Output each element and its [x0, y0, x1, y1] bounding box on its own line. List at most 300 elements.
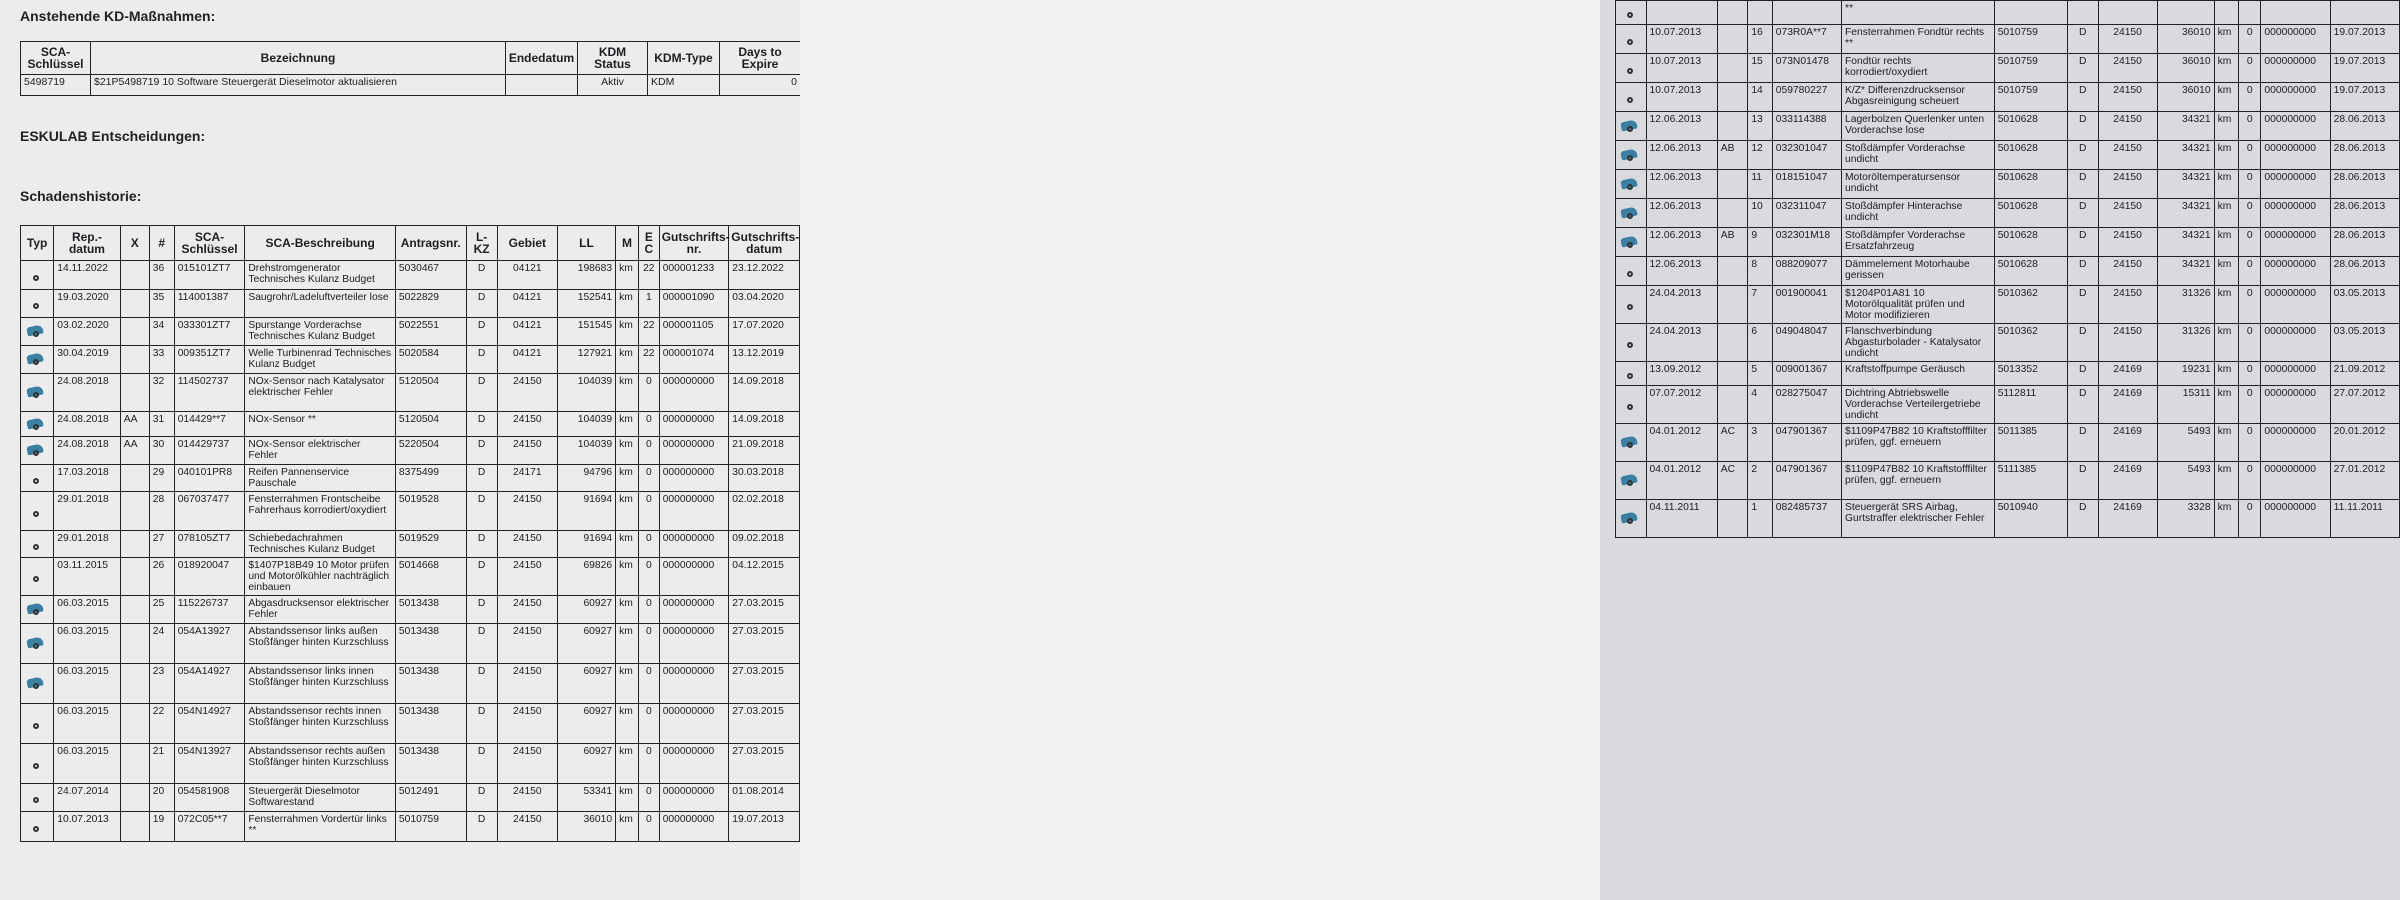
row-number: 6	[1748, 324, 1772, 362]
car-repair-icon	[26, 676, 48, 692]
gutschrift-datum: 19.07.2013	[2330, 83, 2399, 112]
lkz: D	[2068, 500, 2099, 538]
ll-value: 60927	[557, 704, 615, 744]
gebiet: 24150	[2098, 141, 2157, 170]
ec-value: 1	[638, 290, 659, 318]
gutschrift-datum: 27.03.2015	[729, 596, 800, 624]
rep-datum: 12.06.2013	[1646, 199, 1717, 228]
typ-cell	[1616, 257, 1647, 286]
rep-datum: 12.06.2013	[1646, 228, 1717, 257]
gebiet: 24150	[497, 664, 557, 704]
x-mark	[120, 374, 149, 412]
ll-value: 36010	[2157, 54, 2214, 83]
service-dot-icon	[26, 569, 48, 585]
ll-unit: km	[616, 290, 639, 318]
rep-datum: 30.04.2019	[54, 346, 120, 374]
sca-key: 040101PR8	[174, 465, 245, 492]
typ-cell	[21, 704, 54, 744]
ll-unit: km	[2214, 141, 2238, 170]
service-dot-icon	[1620, 297, 1642, 313]
ll-unit: km	[2214, 199, 2238, 228]
gebiet: 24150	[497, 596, 557, 624]
kd-row	[21, 75, 801, 96]
ll-unit: km	[2214, 25, 2238, 54]
col-x: X	[120, 226, 149, 261]
row-number: 31	[149, 412, 174, 437]
sca-key: 054A14927	[174, 664, 245, 704]
x-mark	[120, 492, 149, 531]
ll-unit: km	[616, 812, 639, 842]
description: Motoröltemperatursensor undicht	[1841, 170, 1994, 199]
x-mark	[1717, 362, 1748, 386]
ec-value: 0	[638, 664, 659, 704]
ec-value	[2239, 1, 2261, 25]
description: Spurstange Vorderachse Technisches Kulanz Budget	[245, 318, 396, 346]
rep-datum: 12.06.2013	[1646, 257, 1717, 286]
table-row	[1616, 424, 2400, 462]
description: Abgasdrucksensor elektrischer Fehler	[245, 596, 396, 624]
kd-heading: Anstehende KD-Maßnahmen:	[20, 8, 216, 24]
typ-cell	[1616, 500, 1647, 538]
table-row	[1616, 54, 2400, 83]
gutschrift-nr: 000000000	[2261, 500, 2330, 538]
ec-value: 0	[2239, 54, 2261, 83]
service-dot-icon	[1620, 397, 1642, 413]
sca-key: 018920047	[174, 558, 245, 596]
ec-value: 0	[2239, 386, 2261, 424]
history-table-right	[1615, 0, 2400, 538]
lkz	[2068, 1, 2099, 25]
gutschrift-nr: 000000000	[659, 624, 729, 664]
ll-unit: km	[2214, 286, 2238, 324]
sca-key: 009351ZT7	[174, 346, 245, 374]
car-repair-icon	[26, 324, 48, 340]
sca-key: 018151047	[1772, 170, 1841, 199]
rep-datum: 06.03.2015	[54, 624, 120, 664]
ec-value: 0	[2239, 500, 2261, 538]
typ-cell	[21, 531, 54, 558]
gutschrift-nr: 000001090	[659, 290, 729, 318]
history-body-left	[21, 261, 800, 842]
x-mark	[120, 290, 149, 318]
ll-unit: km	[2214, 228, 2238, 257]
ll-unit: km	[2214, 112, 2238, 141]
antragsnr: 5010759	[1994, 83, 2067, 112]
ec-value: 0	[2239, 257, 2261, 286]
table-row	[1616, 141, 2400, 170]
table-row	[1616, 1, 2400, 25]
gutschrift-datum: 28.06.2013	[2330, 199, 2399, 228]
gebiet: 24150	[497, 624, 557, 664]
antragsnr	[1994, 1, 2067, 25]
gebiet: 24150	[2098, 112, 2157, 141]
antragsnr: 5112811	[1994, 386, 2067, 424]
gutschrift-nr: 000000000	[2261, 386, 2330, 424]
table-row	[1616, 462, 2400, 500]
row-number: 20	[149, 784, 174, 812]
col-ec: E C	[638, 226, 659, 261]
service-dot-icon	[1620, 264, 1642, 280]
row-number: 14	[1748, 83, 1772, 112]
sca-key: 014429**7	[174, 412, 245, 437]
x-mark	[1717, 54, 1748, 83]
antragsnr: 5022829	[395, 290, 466, 318]
ll-unit: km	[616, 261, 639, 290]
typ-cell	[21, 812, 54, 842]
car-repair-icon	[26, 602, 48, 618]
rep-datum: 10.07.2013	[1646, 83, 1717, 112]
car-repair-icon	[26, 385, 48, 401]
rep-datum: 06.03.2015	[54, 596, 120, 624]
x-mark	[1717, 199, 1748, 228]
kd-col-endedatum: Endedatum	[506, 42, 578, 75]
typ-cell	[21, 558, 54, 596]
sca-key: 067037477	[174, 492, 245, 531]
antragsnr: 5019528	[395, 492, 466, 531]
ll-value: 104039	[557, 374, 615, 412]
row-number: 34	[149, 318, 174, 346]
gebiet: 24171	[497, 465, 557, 492]
ll-value: 31326	[2157, 324, 2214, 362]
rep-datum: 07.07.2012	[1646, 386, 1717, 424]
gutschrift-datum: 09.02.2018	[729, 531, 800, 558]
description: **	[1841, 1, 1994, 25]
x-mark	[1717, 170, 1748, 199]
table-row	[21, 531, 800, 558]
gutschrift-nr: 000000000	[659, 558, 729, 596]
ec-value: 0	[638, 531, 659, 558]
rep-datum: 04.11.2011	[1646, 500, 1717, 538]
kd-col-days: Days to Expire	[720, 42, 801, 75]
gutschrift-nr: 000000000	[2261, 112, 2330, 141]
description: Fensterrahmen Frontscheibe Fahrerhaus korrodiert/oxydiert	[245, 492, 396, 531]
sca-key: 033301ZT7	[174, 318, 245, 346]
right-page	[800, 0, 2386, 900]
ll-unit: km	[616, 531, 639, 558]
gutschrift-nr: 000000000	[2261, 424, 2330, 462]
col-ll: LL	[557, 226, 615, 261]
rep-datum: 29.01.2018	[54, 531, 120, 558]
sca-key: 088209077	[1772, 257, 1841, 286]
kd-days: 0	[720, 75, 801, 96]
antragsnr: 5010759	[1994, 25, 2067, 54]
kd-header-row	[21, 42, 801, 75]
antragsnr: 5010628	[1994, 257, 2067, 286]
row-number: 27	[149, 531, 174, 558]
lkz: D	[466, 664, 497, 704]
rep-datum: 06.03.2015	[54, 664, 120, 704]
gebiet: 24150	[2098, 324, 2157, 362]
table-row	[21, 596, 800, 624]
typ-cell	[21, 744, 54, 784]
gutschrift-datum: 03.05.2013	[2330, 286, 2399, 324]
gutschrift-nr: 000001105	[659, 318, 729, 346]
antragsnr: 5013438	[395, 704, 466, 744]
description: K/Z* Differenzdrucksensor Abgasreinigung scheuert	[1841, 83, 1994, 112]
typ-cell	[21, 664, 54, 704]
ec-value: 0	[638, 374, 659, 412]
kd-col-sca: SCA-Schlüssel	[21, 42, 91, 75]
typ-cell	[21, 437, 54, 465]
row-number: 19	[149, 812, 174, 842]
gutschrift-datum: 03.05.2013	[2330, 324, 2399, 362]
rep-datum: 04.01.2012	[1646, 462, 1717, 500]
ll-value: 34321	[2157, 170, 2214, 199]
typ-cell	[1616, 170, 1647, 199]
ll-unit: km	[616, 784, 639, 812]
sca-key: 033114388	[1772, 112, 1841, 141]
history-header-row	[21, 226, 800, 261]
col-gutschrift-nr: Gutschrifts-nr.	[659, 226, 729, 261]
antragsnr: 5030467	[395, 261, 466, 290]
antragsnr: 5011385	[1994, 424, 2067, 462]
x-mark	[120, 704, 149, 744]
typ-cell	[21, 318, 54, 346]
gutschrift-datum: 28.06.2013	[2330, 141, 2399, 170]
x-mark: AA	[120, 412, 149, 437]
description: Kraftstoffpumpe Geräusch	[1841, 362, 1994, 386]
ll-unit: km	[2214, 500, 2238, 538]
x-mark	[1717, 286, 1748, 324]
sca-key: 073N01478	[1772, 54, 1841, 83]
description: Flanschverbindung Abgasturbolader - Katalysator undicht	[1841, 324, 1994, 362]
ll-value: 60927	[557, 664, 615, 704]
table-row	[21, 261, 800, 290]
gutschrift-datum: 19.07.2013	[729, 812, 800, 842]
row-number: 33	[149, 346, 174, 374]
rep-datum: 03.11.2015	[54, 558, 120, 596]
gutschrift-nr	[2261, 1, 2330, 25]
lkz: D	[466, 492, 497, 531]
typ-cell	[1616, 141, 1647, 170]
gutschrift-datum: 27.01.2012	[2330, 462, 2399, 500]
x-mark	[120, 261, 149, 290]
ll-value: 34321	[2157, 199, 2214, 228]
gutschrift-datum: 28.06.2013	[2330, 228, 2399, 257]
gutschrift-datum: 01.08.2014	[729, 784, 800, 812]
ec-value: 0	[638, 744, 659, 784]
description: $1407P18B49 10 Motor prüfen und Motorölkühler nachträglich einbauen	[245, 558, 396, 596]
antragsnr: 5014668	[395, 558, 466, 596]
rep-datum: 13.09.2012	[1646, 362, 1717, 386]
antragsnr: 5010940	[1994, 500, 2067, 538]
lkz: D	[2068, 141, 2099, 170]
x-mark	[1717, 500, 1748, 538]
lkz: D	[2068, 424, 2099, 462]
description: Dämmelement Motorhaube gerissen	[1841, 257, 1994, 286]
ll-unit: km	[2214, 362, 2238, 386]
gutschrift-datum: 14.09.2018	[729, 412, 800, 437]
lkz: D	[2068, 25, 2099, 54]
sca-key: 115226737	[174, 596, 245, 624]
description: Fensterrahmen Vordertür links **	[245, 812, 396, 842]
kd-col-status: KDM Status	[578, 42, 648, 75]
table-row	[21, 784, 800, 812]
typ-cell	[1616, 286, 1647, 324]
lkz: D	[466, 437, 497, 465]
gutschrift-nr: 000001233	[659, 261, 729, 290]
table-row	[21, 346, 800, 374]
gebiet: 24150	[497, 492, 557, 531]
sca-key: 054A13927	[174, 624, 245, 664]
antragsnr: 5010628	[1994, 170, 2067, 199]
col-antragsnr: Antragsnr.	[395, 226, 466, 261]
gebiet	[2098, 1, 2157, 25]
lkz: D	[466, 812, 497, 842]
ec-value: 0	[638, 812, 659, 842]
ll-value: 127921	[557, 346, 615, 374]
gutschrift-datum: 19.07.2013	[2330, 25, 2399, 54]
typ-cell	[1616, 424, 1647, 462]
ll-unit: km	[2214, 54, 2238, 83]
row-number	[1748, 1, 1772, 25]
service-dot-icon	[1620, 32, 1642, 48]
table-row	[1616, 257, 2400, 286]
lkz: D	[2068, 54, 2099, 83]
ll-unit: km	[616, 318, 639, 346]
gutschrift-nr: 000000000	[659, 492, 729, 531]
car-repair-icon	[26, 443, 48, 459]
sca-key: 049048047	[1772, 324, 1841, 362]
typ-cell	[1616, 25, 1647, 54]
x-mark	[120, 531, 149, 558]
gutschrift-datum: 30.03.2018	[729, 465, 800, 492]
rep-datum: 17.03.2018	[54, 465, 120, 492]
x-mark	[1717, 386, 1748, 424]
lkz: D	[2068, 257, 2099, 286]
gebiet: 24169	[2098, 424, 2157, 462]
col-beschreibung: SCA-Beschreibung	[245, 226, 396, 261]
ec-value: 0	[2239, 228, 2261, 257]
description: Stoßdämpfer Hinterachse undicht	[1841, 199, 1994, 228]
row-number: 24	[149, 624, 174, 664]
ec-value: 0	[638, 492, 659, 531]
row-number: 36	[149, 261, 174, 290]
row-number: 9	[1748, 228, 1772, 257]
antragsnr: 5010628	[1994, 228, 2067, 257]
row-number: 26	[149, 558, 174, 596]
gutschrift-nr: 000000000	[2261, 286, 2330, 324]
gutschrift-nr: 000000000	[2261, 54, 2330, 83]
col-m: M	[616, 226, 639, 261]
description: Drehstromgenerator Technisches Kulanz Budget	[245, 261, 396, 290]
gutschrift-nr: 000000000	[659, 596, 729, 624]
ll-value: 60927	[557, 624, 615, 664]
table-row	[1616, 362, 2400, 386]
ec-value: 0	[2239, 199, 2261, 228]
sca-key: 059780227	[1772, 83, 1841, 112]
col-sca: SCA-Schlüssel	[174, 226, 245, 261]
ec-value: 0	[2239, 424, 2261, 462]
gebiet: 24150	[2098, 25, 2157, 54]
car-repair-icon	[1620, 119, 1642, 135]
lkz: D	[2068, 199, 2099, 228]
gutschrift-nr: 000000000	[659, 664, 729, 704]
sca-key: 009001367	[1772, 362, 1841, 386]
rep-datum: 10.07.2013	[54, 812, 120, 842]
ll-value: 34321	[2157, 112, 2214, 141]
typ-cell	[1616, 1, 1647, 25]
gutschrift-nr: 000000000	[2261, 362, 2330, 386]
ll-unit: km	[616, 558, 639, 596]
gebiet: 24150	[2098, 54, 2157, 83]
ec-value: 0	[638, 465, 659, 492]
ll-unit: km	[616, 412, 639, 437]
sca-key: 114502737	[174, 374, 245, 412]
rep-datum: 06.03.2015	[54, 704, 120, 744]
row-number: 22	[149, 704, 174, 744]
description: NOx-Sensor **	[245, 412, 396, 437]
ll-value: 60927	[557, 596, 615, 624]
gebiet: 04121	[497, 346, 557, 374]
history-body-right	[1616, 1, 2400, 538]
rep-datum	[1646, 1, 1717, 25]
description: Steuergerät Dieselmotor Softwarestand	[245, 784, 396, 812]
antragsnr: 8375499	[395, 465, 466, 492]
antragsnr: 5010628	[1994, 141, 2067, 170]
table-row	[1616, 386, 2400, 424]
ll-value: 69826	[557, 558, 615, 596]
sca-key: 028275047	[1772, 386, 1841, 424]
sca-key: 078105ZT7	[174, 531, 245, 558]
row-number: 32	[149, 374, 174, 412]
kd-col-bezeichnung: Bezeichnung	[91, 42, 506, 75]
sca-key: 072C05**7	[174, 812, 245, 842]
antragsnr: 5022551	[395, 318, 466, 346]
rep-datum: 29.01.2018	[54, 492, 120, 531]
service-dot-icon	[26, 296, 48, 312]
lkz: D	[2068, 112, 2099, 141]
gutschrift-nr: 000000000	[659, 784, 729, 812]
gutschrift-datum: 28.06.2013	[2330, 257, 2399, 286]
ll-unit: km	[616, 437, 639, 465]
antragsnr: 5111385	[1994, 462, 2067, 500]
lkz: D	[466, 531, 497, 558]
description: NOx-Sensor nach Katalysator elektrischer Fehler	[245, 374, 396, 412]
col-typ: Typ	[21, 226, 54, 261]
ll-value: 34321	[2157, 228, 2214, 257]
gebiet: 24150	[2098, 170, 2157, 199]
ll-value: 5493	[2157, 424, 2214, 462]
sca-key: 054N13927	[174, 744, 245, 784]
lkz: D	[466, 704, 497, 744]
x-mark	[120, 624, 149, 664]
history-heading: Schadenshistorie:	[20, 188, 142, 204]
ec-value: 0	[638, 412, 659, 437]
sca-key: 073R0A**7	[1772, 25, 1841, 54]
x-mark	[1717, 83, 1748, 112]
description: NOx-Sensor elektrischer Fehler	[245, 437, 396, 465]
ec-value: 0	[2239, 170, 2261, 199]
ll-value	[2157, 1, 2214, 25]
gebiet: 24150	[497, 374, 557, 412]
col-gebiet: Gebiet	[497, 226, 557, 261]
gutschrift-nr: 000000000	[659, 744, 729, 784]
gebiet: 24150	[497, 412, 557, 437]
antragsnr: 5013438	[395, 664, 466, 704]
row-number: 23	[149, 664, 174, 704]
sca-key: 032301M18	[1772, 228, 1841, 257]
antragsnr: 5010362	[1994, 286, 2067, 324]
gebiet: 04121	[497, 318, 557, 346]
typ-cell	[21, 261, 54, 290]
gutschrift-nr: 000000000	[659, 812, 729, 842]
x-mark	[1717, 25, 1748, 54]
ec-value: 0	[2239, 83, 2261, 112]
car-repair-icon	[1620, 148, 1642, 164]
car-repair-icon	[1620, 177, 1642, 193]
gebiet: 24150	[2098, 199, 2157, 228]
